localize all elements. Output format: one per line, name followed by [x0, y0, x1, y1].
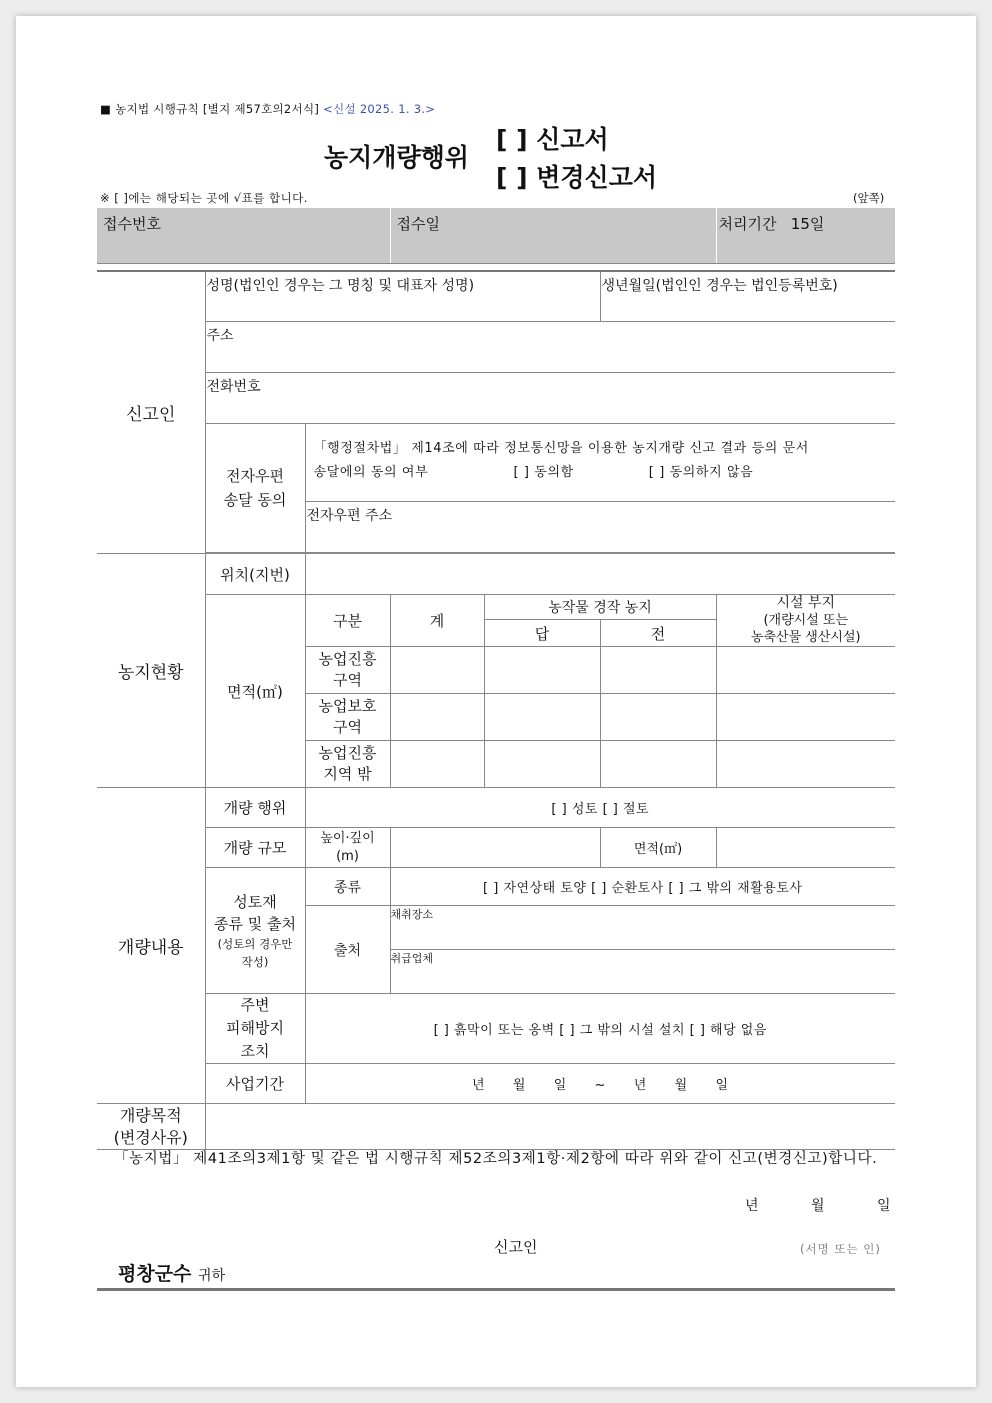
scale-label: 개량 규모 [205, 828, 305, 868]
soil-label: 성토재 종류 및 출처 (성토의 경우만 작성) [205, 868, 305, 994]
address-label: 주소 [206, 328, 234, 344]
receipt-number-cell [97, 208, 390, 263]
handler-field[interactable] [390, 950, 895, 994]
receipt-number-label: 접수번호 [103, 215, 161, 233]
page-side-label: (앞쪽) [853, 191, 885, 205]
bottom-rule [97, 1288, 895, 1291]
form-title: 농지개량행위 [324, 143, 469, 172]
sign-note: (서명 또는 인) [800, 1242, 881, 1256]
processing-period-value: 15일 [790, 215, 825, 233]
report-form-table [97, 208, 895, 1150]
scale-area-field[interactable] [716, 828, 895, 868]
action-label: 개량 행위 [205, 788, 305, 828]
cell-input[interactable] [600, 694, 716, 741]
cell-input[interactable] [390, 694, 484, 741]
regulation-note [100, 101, 435, 117]
row-promotion-area: 농업진흥 구역 [305, 647, 390, 694]
handler-label: 취급업체 [390, 952, 434, 965]
cell-input[interactable] [484, 741, 600, 788]
col-facility-site: 시설 부지 (개량시설 또는 농축산물 생산시설) [716, 595, 895, 647]
birth-field[interactable] [600, 271, 895, 322]
prevent-label: 주변 피해방지 조치 [205, 994, 305, 1064]
col-crop-farmland: 농작물 경작 농지 [484, 595, 716, 620]
scale-area-label: 면적(㎡) [600, 828, 716, 868]
type-label: 종류 [305, 868, 390, 906]
declaration-date: 년 월 일 [745, 1198, 891, 1214]
name-field[interactable] [205, 271, 600, 322]
consent-cell [305, 424, 895, 502]
phone-field[interactable] [205, 373, 895, 424]
collect-label: 채취장소 [390, 908, 434, 921]
col-total: 계 [390, 595, 484, 647]
cell-input[interactable] [600, 741, 716, 788]
processing-period-cell [716, 208, 895, 263]
reporter-section: 신고인 [97, 271, 205, 554]
phone-label: 전화번호 [206, 379, 261, 395]
signer-label: 신고인 [494, 1238, 538, 1256]
recipient-name: 평창군수 [118, 1263, 192, 1285]
height-label: 높이·깊이 (m) [305, 828, 390, 868]
height-field[interactable] [390, 828, 600, 868]
source-label: 출처 [305, 906, 390, 994]
consent-text-tail: 송달에의 동의 여부 [313, 465, 429, 480]
area-label: 면적(㎡) [205, 595, 305, 788]
email-consent-label: 전자우편 송달 동의 [205, 424, 305, 553]
cell-input[interactable] [716, 694, 895, 741]
consent-text: 「행정절차법」 제14조에 따라 정보통신망을 이용한 농지개량 신고 결과 등의 문서 [313, 441, 809, 456]
period-field[interactable]: 년 월 일 ~ 년 월 일 [305, 1064, 895, 1104]
cell-input[interactable] [390, 741, 484, 788]
col-paddy: 답 [484, 620, 600, 647]
location-field[interactable] [305, 554, 895, 595]
new-note: <신설 2025. 1. 3.> [323, 102, 436, 116]
row-outside-area: 농업진흥 지역 밖 [305, 741, 390, 788]
birth-label: 생년월일(법인인 경우는 법인등록번호) [601, 277, 838, 294]
farmland-section: 농지현황 [97, 554, 205, 788]
col-category: 구분 [305, 595, 390, 647]
check-mark-note: ※ [ ]에는 해당되는 곳에 √표를 합니다. [100, 191, 308, 205]
receipt-date-label: 접수일 [396, 215, 440, 233]
row-protection-area: 농업보호 구역 [305, 694, 390, 741]
type-options[interactable]: [ ] 자연상태 토양 [ ] 순환토사 [ ] 그 밖의 재활용토사 [390, 868, 895, 906]
option-report[interactable]: [ ] 신고서 [496, 125, 609, 154]
receipt-date-cell [390, 208, 716, 263]
cell-input[interactable] [484, 647, 600, 694]
cell-input[interactable] [600, 647, 716, 694]
collect-field[interactable] [390, 906, 895, 950]
name-label: 성명(법인인 경우는 그 명칭 및 대표자 성명) [206, 277, 475, 294]
address-field[interactable] [205, 322, 895, 373]
prevent-options[interactable]: [ ] 흙막이 또는 옹벽 [ ] 그 밖의 시설 설치 [ ] 해당 없음 [305, 994, 895, 1064]
email-address-field[interactable] [305, 502, 895, 553]
cell-input[interactable] [716, 741, 895, 788]
regulation-text: ■ 농지법 시행규칙 [별지 제57호의2서식] [100, 102, 320, 116]
consent-no-option[interactable]: [ ] 동의하지 않음 [648, 465, 754, 480]
period-label: 사업기간 [205, 1064, 305, 1104]
declaration-text: 「농지법」 제41조의3제1항 및 같은 법 시행규칙 제52조의3제1항·제2항에 따라 위와 같이 신고(변경신고)합니다. [114, 1151, 878, 1167]
improvement-section: 개량내용 [97, 788, 205, 1104]
consent-yes-option[interactable]: [ ] 동의함 [513, 465, 574, 480]
cell-input[interactable] [716, 647, 895, 694]
email-address-label: 전자우편 주소 [306, 508, 393, 524]
option-change-report[interactable]: [ ] 변경신고서 [496, 163, 658, 192]
cell-input[interactable] [390, 647, 484, 694]
purpose-field[interactable] [205, 1104, 895, 1150]
processing-period-label: 처리기간 [718, 215, 777, 233]
recipient-suffix: 귀하 [198, 1268, 226, 1284]
action-options[interactable]: [ ] 성토 [ ] 절토 [305, 788, 895, 828]
location-label: 위치(지번) [205, 554, 305, 595]
recipient [118, 1259, 225, 1286]
purpose-label: 개량목적 (변경사유) [97, 1104, 205, 1150]
col-field: 전 [600, 620, 716, 647]
cell-input[interactable] [484, 694, 600, 741]
